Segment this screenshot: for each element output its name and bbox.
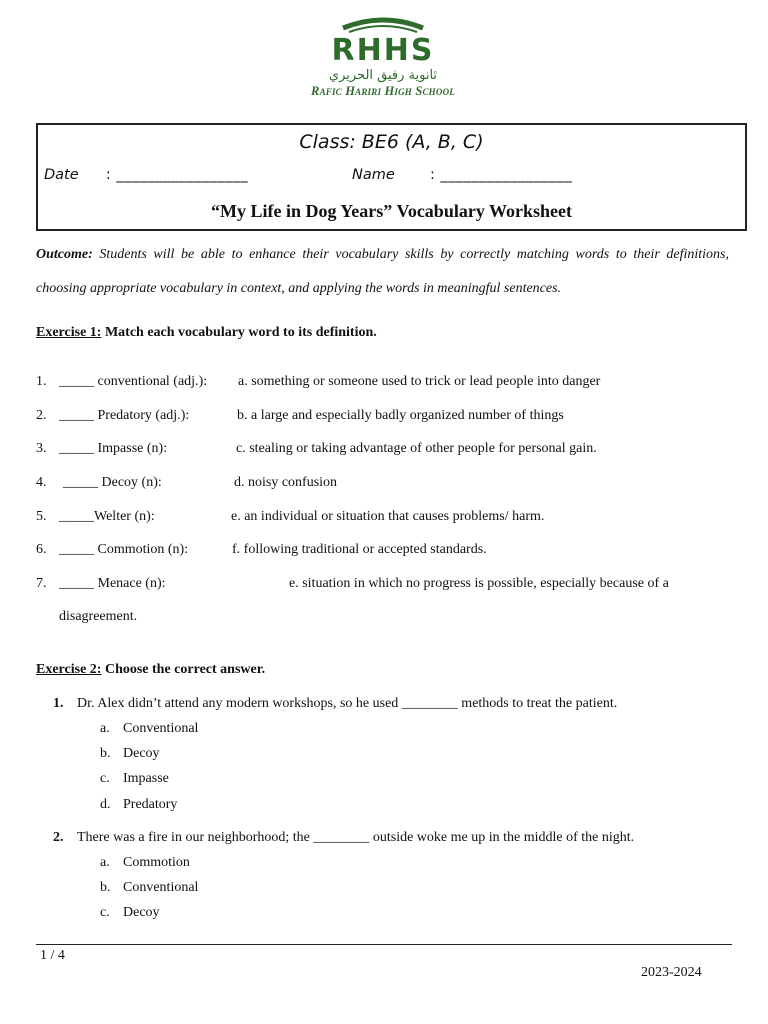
question-num: 1. [53, 696, 64, 711]
q1-option-b[interactable] [100, 746, 160, 762]
option-letter: c. [100, 771, 110, 786]
class-line: Class: BE6 (A, B, C) [299, 131, 484, 153]
option-text: Conventional [123, 721, 199, 736]
option-text: Decoy [123, 905, 160, 920]
header-box [36, 123, 747, 231]
match-word: _____ Menace (n): [59, 576, 166, 591]
match-item-2 [36, 408, 564, 424]
page-number: 1 / 4 [40, 948, 65, 963]
exercise2-title [36, 662, 270, 678]
match-num: 3. [36, 441, 47, 456]
match-definition: a. something or someone used to trick or lead people into danger [238, 374, 601, 389]
match-num: 2. [36, 408, 47, 423]
question-num: 2. [53, 830, 64, 845]
option-text: Predatory [123, 797, 178, 812]
name-field [352, 167, 572, 183]
match-word: _____ Commotion (n): [59, 542, 189, 557]
q1-option-a[interactable] [100, 721, 198, 737]
school-logo [285, 14, 481, 104]
logo-letters: RHHS [331, 33, 435, 68]
match-word: _____ conventional (adj.): [59, 374, 208, 389]
match-item-6 [36, 542, 487, 558]
option-text: Commotion [123, 855, 190, 870]
option-letter: b. [100, 746, 111, 761]
match-definition: c. stealing or taking advantage of other people for personal gain. [236, 441, 597, 456]
match-word: _____ Impasse (n): [59, 441, 168, 456]
exercise1-title [36, 325, 377, 341]
match-definition: e. an individual or situation that causes problems/ harm. [231, 509, 545, 524]
option-letter: c. [100, 905, 110, 920]
date-blank: : _________________ [105, 167, 249, 183]
option-text: Impasse [123, 771, 169, 786]
match-num: 4. [36, 475, 47, 490]
exercise1-instruction: Match each vocabulary word to its definition. [101, 325, 377, 340]
logo-emblem-icon [285, 14, 481, 84]
outcome-text: Students will be able to enhance their vocabulary skills by correctly matching words to their definitions, choosing appropriate vocabulary in context, and applying the words in meaningful sentences. [36, 247, 729, 296]
match-definition: b. a large and especially badly organized number of things [237, 408, 564, 423]
exercise2-instruction: Choose the correct answer. [101, 662, 266, 677]
match-word: _____ Predatory (adj.): [59, 408, 190, 423]
match-definition: d. noisy confusion [234, 475, 338, 490]
option-text: Decoy [123, 746, 160, 761]
question-text: There was a fire in our neighborhood; the ________ outside woke me up in the middle of the night. [77, 830, 635, 845]
q1-option-d[interactable] [100, 797, 177, 813]
match-item-7-continuation: disagreement. [59, 609, 138, 624]
option-letter: a. [100, 855, 110, 870]
match-num: 1. [36, 374, 47, 389]
q2-option-b[interactable] [100, 880, 198, 896]
name-label: Name [352, 167, 395, 183]
question-1 [53, 696, 617, 712]
date-label: Date [44, 167, 79, 183]
match-item-3 [36, 441, 597, 457]
worksheet-title: “My Life in Dog Years” Vocabulary Worksheet [210, 201, 572, 221]
exercise1-label: Exercise 1: [36, 325, 102, 340]
match-num: 5. [36, 509, 47, 524]
logo-arabic-name: ثانوية رفيق الحريري [328, 68, 438, 83]
date-field [44, 167, 248, 183]
match-definition: f. following traditional or accepted standards. [232, 542, 487, 557]
question-text: Dr. Alex didn’t attend any modern workshops, so he used ________ methods to treat the patient. [77, 696, 618, 711]
school-name: Rafic Hariri High School [311, 84, 455, 98]
option-letter: a. [100, 721, 110, 736]
match-item-5 [36, 509, 545, 525]
outcome-label: Outcome: [36, 247, 93, 262]
q1-option-c[interactable] [100, 771, 169, 787]
outcome-paragraph [36, 238, 729, 306]
option-letter: b. [100, 880, 111, 895]
question-2 [53, 830, 634, 846]
match-num: 7. [36, 576, 47, 591]
q2-option-a[interactable] [100, 855, 190, 871]
match-item-7 [36, 576, 669, 592]
match-definition: e. situation in which no progress is possible, especially because of a [289, 576, 669, 591]
match-item-1 [36, 374, 601, 390]
exercise2-label: Exercise 2: [36, 662, 102, 677]
name-blank: : _________________ [430, 167, 573, 183]
option-text: Conventional [123, 880, 199, 895]
q2-option-c[interactable] [100, 905, 160, 921]
option-letter: d. [100, 797, 111, 812]
match-word: _____ Decoy (n): [63, 475, 162, 490]
school-year: 2023-2024 [641, 965, 702, 980]
match-word: _____Welter (n): [59, 509, 155, 524]
match-num: 6. [36, 542, 47, 557]
footer-divider [36, 944, 732, 945]
match-item-4 [36, 475, 338, 491]
